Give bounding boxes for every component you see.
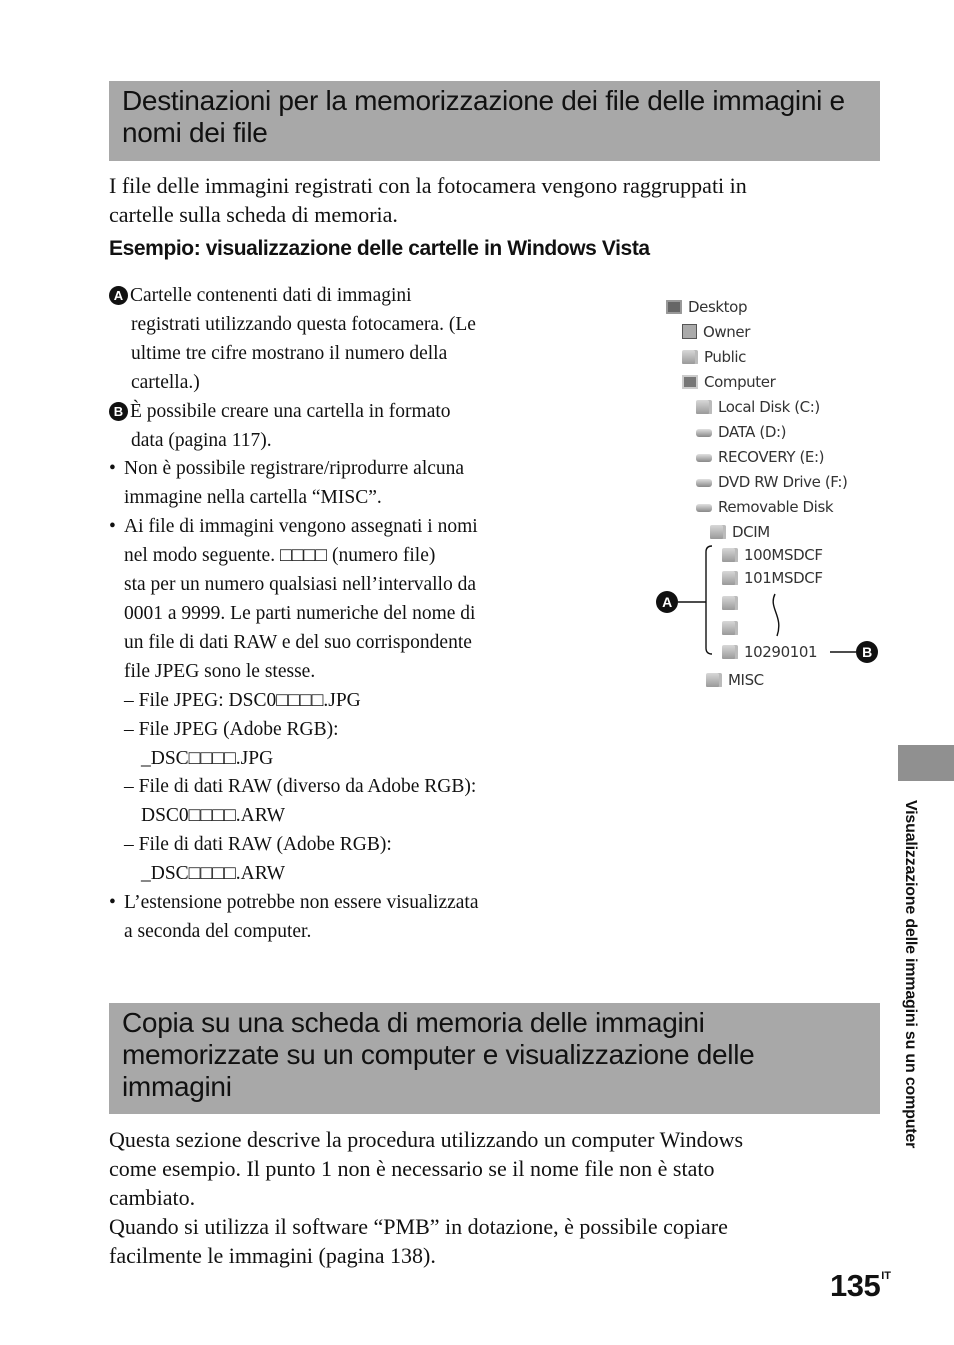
chapter-side-label: Visualizzazione delle immagini su un computer <box>902 800 919 1149</box>
tree-label: Public <box>704 348 746 366</box>
tree-label: DVD RW Drive (F:) <box>718 473 848 491</box>
body-line: facilmente le immagini (pagina 138). <box>109 1243 436 1268</box>
page-number-value: 135 <box>830 1268 881 1303</box>
body-line: Questa sezione descrive la procedura utilizzando un computer Windows <box>109 1127 744 1152</box>
filename-item: DSC0□□□□.ARW <box>141 805 286 827</box>
tree-connector-lines <box>650 290 890 710</box>
tree-label: 101MSDCF <box>744 569 823 587</box>
section-2-title-line: Copia su una scheda di memoria delle immagini <box>122 1007 705 1038</box>
body-line: come esempio. Il punto 1 non è necessario se il nome file non è stato <box>109 1156 715 1181</box>
chapter-tab-marker <box>898 745 954 781</box>
notes-column <box>109 282 539 947</box>
tree-label: RECOVERY (E:) <box>718 448 825 466</box>
note-b-text: È possibile creare una cartella in formato <box>130 400 451 422</box>
tree-label: Local Disk (C:) <box>718 398 820 416</box>
example-subheading: Esempio: visualizzazione delle cartelle in Windows Vista <box>109 237 650 260</box>
body-line: Quando si utilizza il software “PMB” in dotazione, è possibile copiare <box>109 1214 728 1239</box>
section-2-title-line: immagini <box>122 1071 232 1102</box>
tree-label: DCIM <box>732 523 770 541</box>
note-a-line: registrati utilizzando questa fotocamera. (Le <box>131 313 476 335</box>
bullet-2-line: file JPEG sono le stesse. <box>124 660 316 682</box>
section-1-title-line: nomi dei file <box>122 117 268 148</box>
tree-label: 10290101 <box>744 643 818 661</box>
marker-a-icon: A <box>109 286 128 305</box>
bullet-3-first-line <box>109 889 539 918</box>
filename-item: _DSC□□□□.ARW <box>141 863 286 885</box>
tree-label: Removable Disk <box>718 498 834 516</box>
bullet-icon: • <box>109 516 116 538</box>
intro-line: I file delle immagini registrati con la fotocamera vengono raggruppati in <box>109 173 747 198</box>
callout-b-icon: B <box>856 641 878 663</box>
note-a-text: Cartelle contenenti dati di immagini <box>130 285 412 306</box>
bullet-1-text: Non è possibile registrare/riprodurre alcuna <box>124 458 465 480</box>
bullet-2-line: sta per un numero qualsiasi nell’intervallo da <box>124 574 476 596</box>
filename-item: – File di dati RAW (Adobe RGB): <box>124 834 392 856</box>
note-b-first-line <box>109 398 539 427</box>
section-1-intro <box>109 171 747 229</box>
bullet-2-line: nel modo seguente. □□□□ (numero file) <box>124 545 436 567</box>
body-line: cambiato. <box>109 1185 196 1210</box>
tree-label: 100MSDCF <box>744 546 823 564</box>
note-a-line: cartella.) <box>131 371 200 393</box>
bullet-2-line: 0001 a 9999. Le parti numeriche del nome di <box>124 602 476 624</box>
section-1-title-line: Destinazioni per la memorizzazione dei file delle immagini e <box>122 85 845 116</box>
tree-label: MISC <box>728 671 764 689</box>
bullet-1-line: immagine nella cartella “MISC”. <box>124 487 382 509</box>
bullet-2-text: Ai file di immagini vengono assegnati i nomi <box>124 516 478 538</box>
section-1-title <box>109 81 880 161</box>
tree-label: Owner <box>703 323 750 341</box>
bullet-3-line: a seconda del computer. <box>124 920 312 942</box>
filename-item: – File JPEG: DSC0□□□□.JPG <box>124 689 361 711</box>
bullet-3-text: L’estensione potrebbe non essere visualizzata <box>124 892 479 914</box>
section-2-title-line: memorizzate su un computer e visualizzazione delle <box>122 1039 755 1070</box>
filename-item: – File di dati RAW (diverso da Adobe RGB): <box>124 776 477 798</box>
marker-b-icon: B <box>109 402 128 421</box>
note-a-line: ultime tre cifre mostrano il numero della <box>131 342 448 364</box>
folder-tree-figure <box>650 290 890 710</box>
note-a-first-line <box>109 282 539 311</box>
page-language-suffix: IT <box>881 1270 892 1282</box>
section-2-body <box>109 1125 743 1270</box>
callout-a-icon: A <box>656 591 678 613</box>
bullet-icon: • <box>109 892 116 914</box>
note-b-line: data (pagina 117). <box>131 429 272 451</box>
bullet-2-line: un file di dati RAW e del suo corrispondente <box>124 631 472 653</box>
tree-label: Desktop <box>688 298 748 316</box>
page-number <box>830 1268 891 1304</box>
filename-item: – File JPEG (Adobe RGB): <box>124 718 339 740</box>
filename-item: _DSC□□□□.JPG <box>141 747 274 769</box>
section-2-title <box>109 1003 880 1114</box>
intro-line: cartelle sulla scheda di memoria. <box>109 202 398 227</box>
tree-label: Computer <box>704 373 776 391</box>
tree-label: DATA (D:) <box>718 423 787 441</box>
bullet-1-first-line <box>109 455 539 484</box>
bullet-icon: • <box>109 458 116 480</box>
bullet-2-first-line <box>109 513 539 542</box>
